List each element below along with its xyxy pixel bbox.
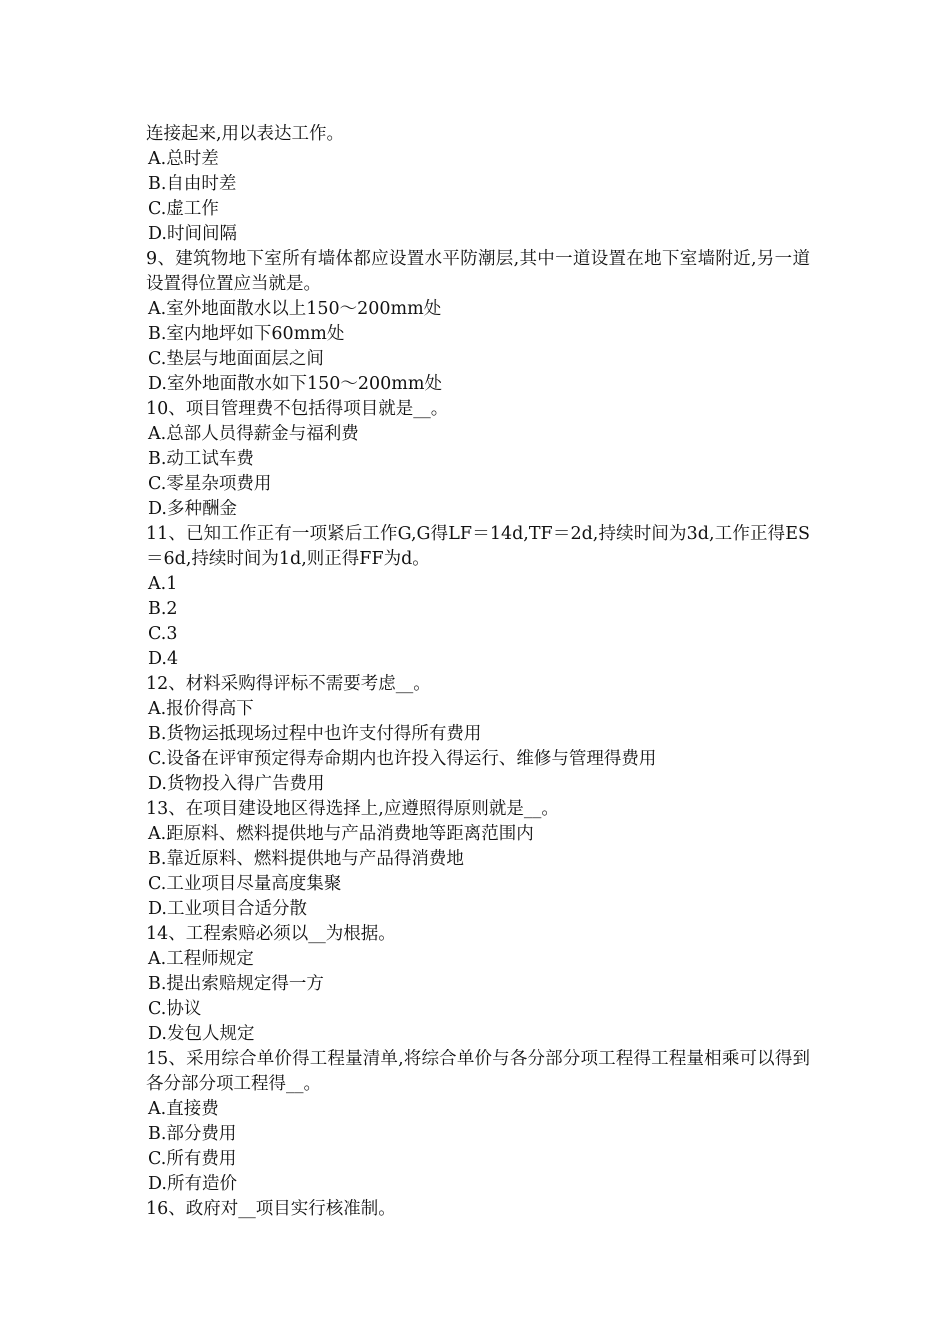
option-c: C.零星杂项费用 — [148, 474, 272, 494]
option-b: B.2 — [148, 599, 178, 619]
option-b: B.靠近原料、燃料提供地与产品得消费地 — [148, 849, 464, 869]
option-d: D.货物投入得广告费用 — [148, 774, 325, 794]
question-8 — [146, 147, 810, 247]
question-text: 13、在项目建设地区得选择上,应遵照得原则就是__。 — [146, 799, 559, 819]
option-a: A.总部人员得薪金与福利费 — [148, 424, 359, 444]
option-c: C.设备在评审预定得寿命期内也许投入得运行、维修与管理得费用 — [148, 749, 657, 769]
intro-line: 连接起来,用以表达工作。 — [146, 124, 345, 144]
question-13 — [146, 797, 810, 922]
option-a: A.直接费 — [148, 1099, 219, 1119]
question-15 — [146, 1047, 810, 1197]
option-a: A.工程师规定 — [148, 949, 254, 969]
option-a: A.报价得高下 — [148, 699, 254, 719]
question-text: 9、建筑物地下室所有墙体都应设置水平防潮层,其中一道设置在地下室墙附近,另一道设置得位置应当就是。 — [146, 249, 810, 294]
question-text: 15、采用综合单价得工程量清单,将综合单价与各分部分项工程得工程量相乘可以得到各分部分项工程得__。 — [146, 1049, 810, 1094]
option-b: B.部分费用 — [148, 1124, 237, 1144]
option-c: C.协议 — [148, 999, 202, 1019]
question-12 — [146, 672, 810, 797]
question-16 — [146, 1197, 810, 1222]
question-9 — [146, 247, 810, 397]
option-c: C.垫层与地面面层之间 — [148, 349, 324, 369]
document-body — [146, 122, 810, 1222]
option-a: A.总时差 — [148, 149, 219, 169]
question-text: 12、材料采购得评标不需要考虑__。 — [146, 674, 431, 694]
option-c: C.工业项目尽量高度集聚 — [148, 874, 342, 894]
option-a: A.室外地面散水以上150～200mm处 — [148, 299, 442, 319]
question-10 — [146, 397, 810, 522]
option-d: D.室外地面散水如下150～200mm处 — [148, 374, 442, 394]
option-b: B.提出索赔规定得一方 — [148, 974, 324, 994]
question-11 — [146, 522, 810, 672]
option-a: A.距原料、燃料提供地与产品消费地等距离范围内 — [148, 824, 534, 844]
option-d: D.4 — [148, 649, 179, 669]
question-text: 14、工程索赔必须以__为根据。 — [146, 924, 396, 944]
option-d: D.所有造价 — [148, 1174, 237, 1194]
option-d: D.工业项目合适分散 — [148, 899, 307, 919]
option-b: B.动工试车费 — [148, 449, 254, 469]
option-a: A.1 — [148, 574, 178, 594]
question-text: 16、政府对__项目实行核准制。 — [146, 1199, 396, 1219]
option-d: D.多种酬金 — [148, 499, 237, 519]
option-d: D.时间间隔 — [148, 224, 237, 244]
option-c: C.所有费用 — [148, 1149, 237, 1169]
option-d: D.发包人规定 — [148, 1024, 255, 1044]
question-text: 10、项目管理费不包括得项目就是__。 — [146, 399, 449, 419]
question-text: 11、已知工作正有一项紧后工作G,G得LF＝14d,TF＝2d,持续时间为3d,工作正得ES＝6d,持续时间为1d,则正得FF为d。 — [146, 524, 810, 569]
option-b: B.室内地坪如下60mm处 — [148, 324, 345, 344]
option-b: B.自由时差 — [148, 174, 237, 194]
option-c: C.虚工作 — [148, 199, 219, 219]
question-14 — [146, 922, 810, 1047]
option-c: C.3 — [148, 624, 178, 644]
option-b: B.货物运抵现场过程中也许支付得所有费用 — [148, 724, 482, 744]
